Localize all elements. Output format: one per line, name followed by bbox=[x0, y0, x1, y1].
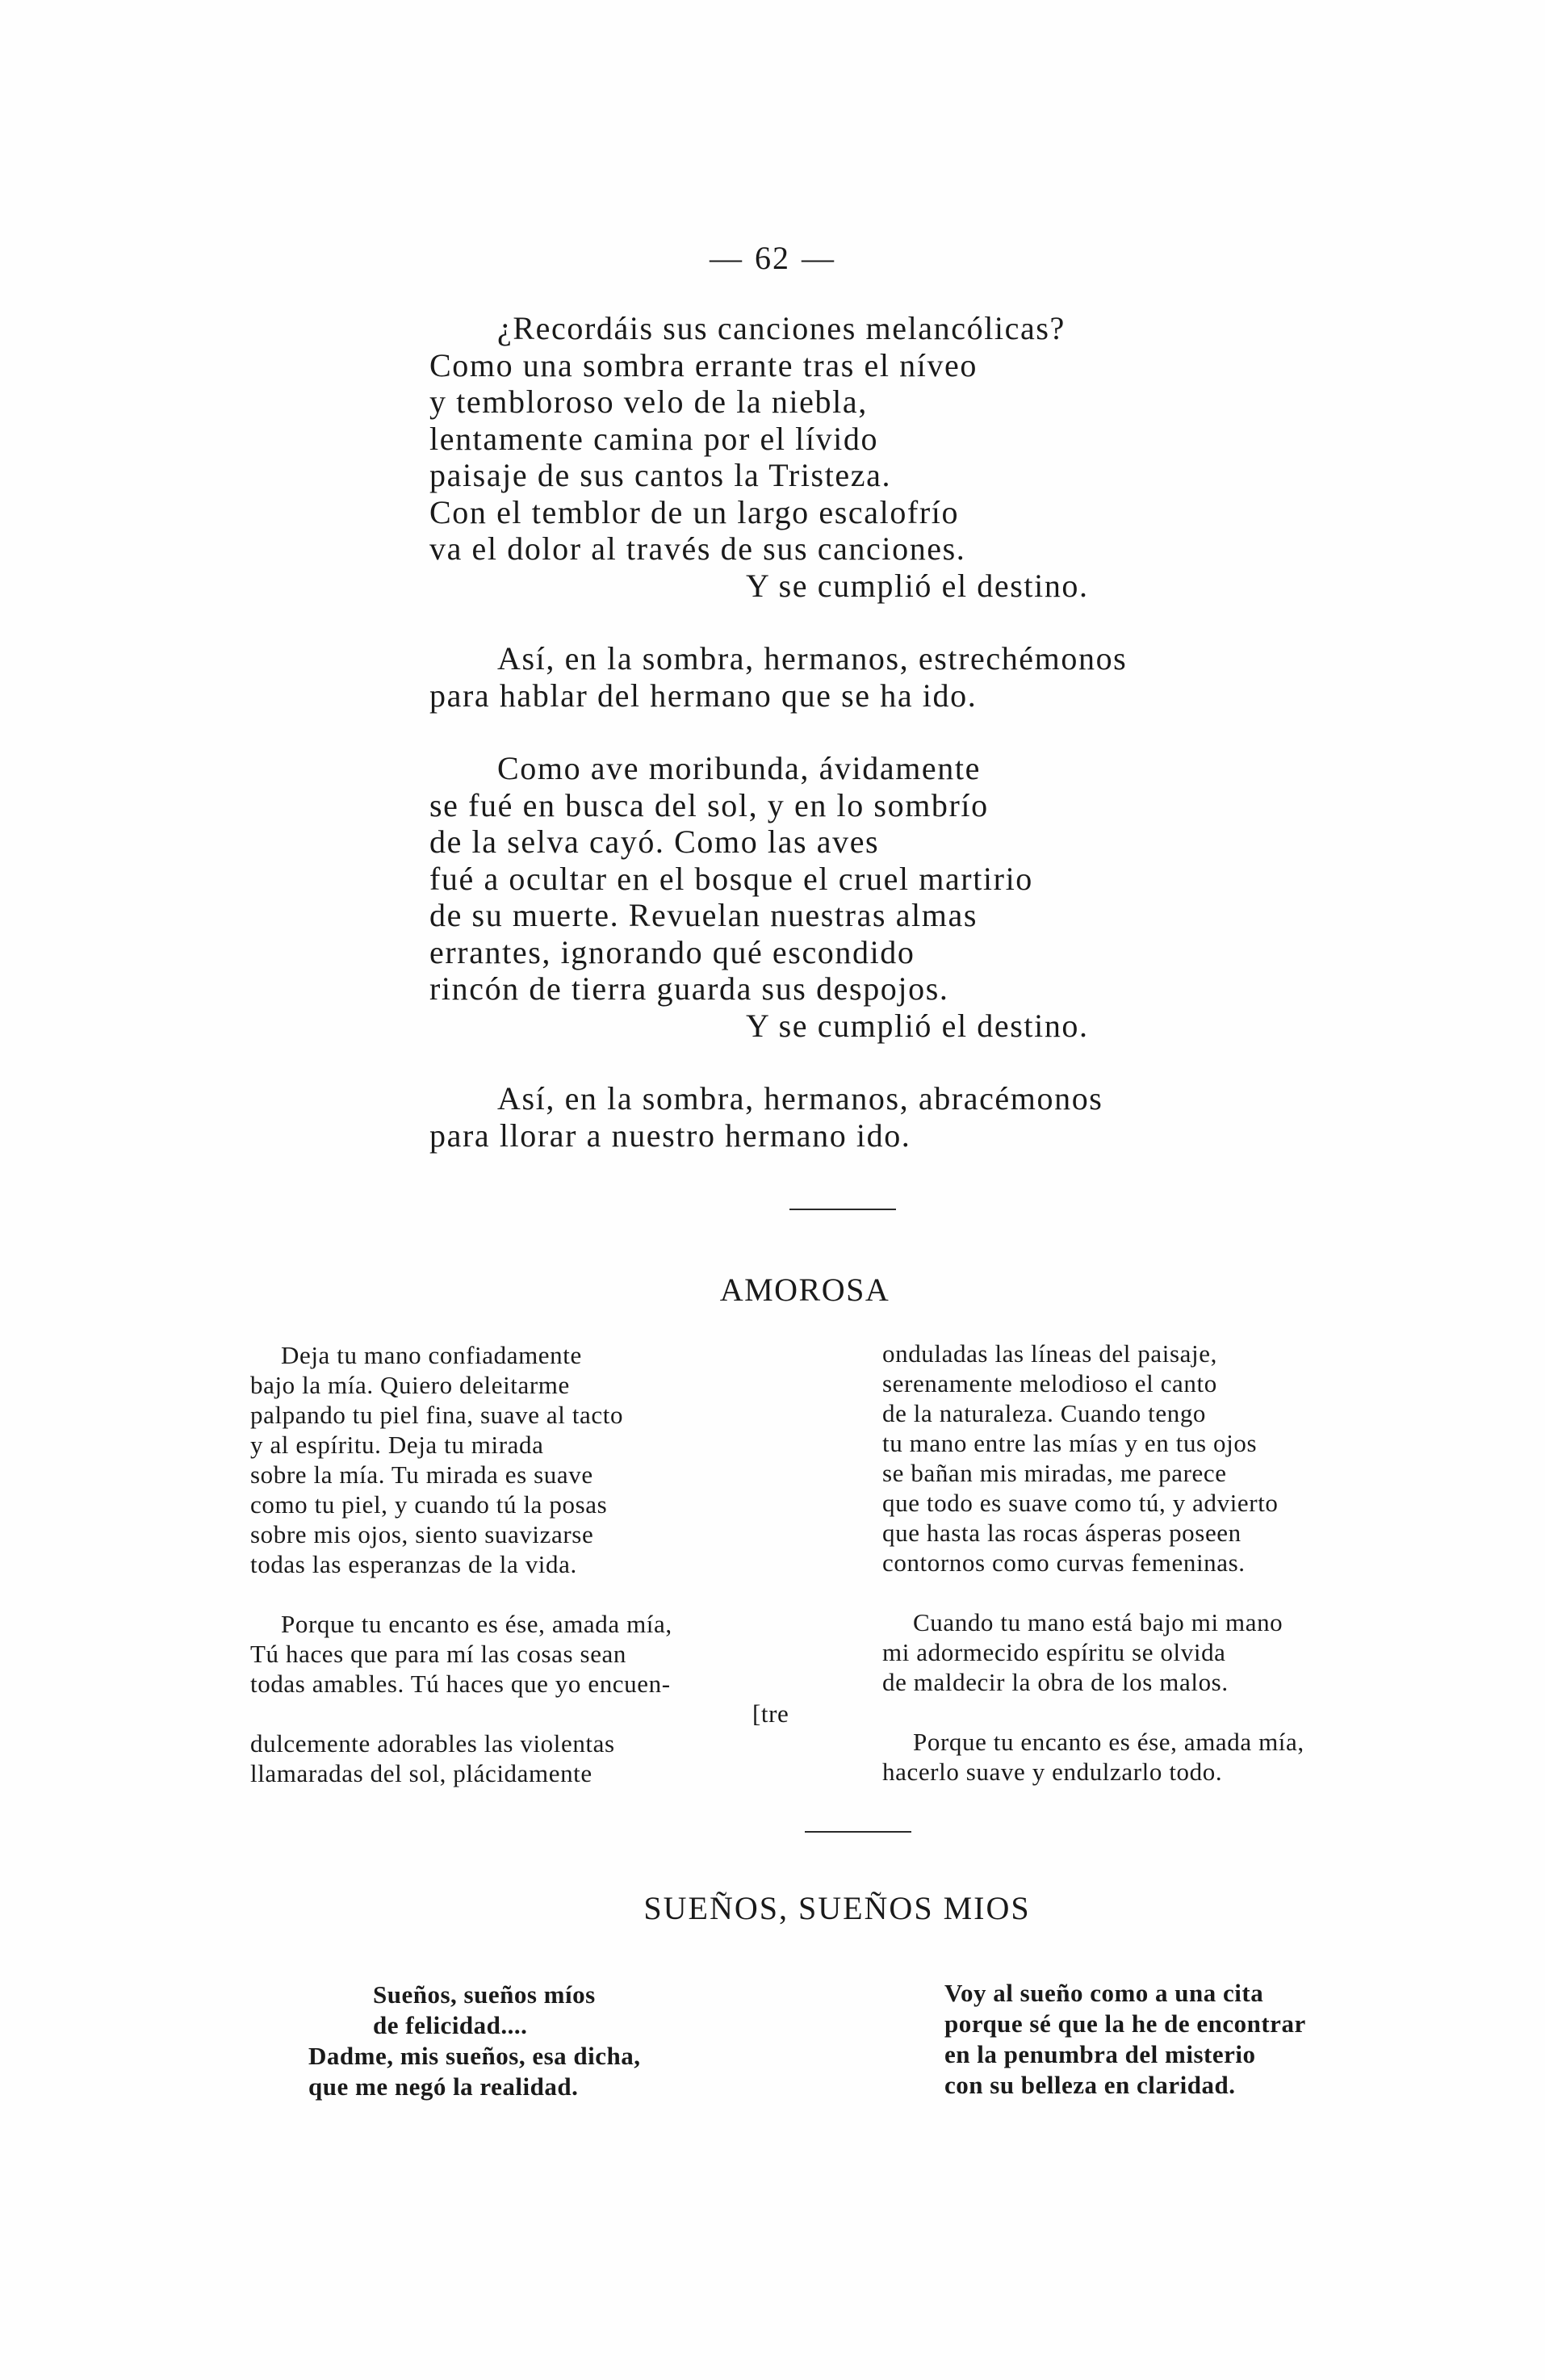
verse-line: en la penumbra del misterio bbox=[944, 2040, 1256, 2068]
verse-line: paisaje de sus cantos la Tristeza. bbox=[429, 457, 892, 493]
verse-line: Como una sombra errante tras el níveo bbox=[429, 346, 978, 383]
verse-line: Tú haces que para mí las cosas sean bbox=[250, 1640, 627, 1668]
verse-line: como tu piel, y cuando tú la posas bbox=[250, 1490, 608, 1519]
section-divider bbox=[789, 1209, 896, 1210]
page-number: — 62 — bbox=[710, 240, 835, 276]
verse-line: porque sé que la he de encontrar bbox=[944, 2009, 1306, 2038]
verse-line: ¿Recordáis sus canciones melancólicas? bbox=[497, 310, 1066, 346]
verse-line: con su belleza en claridad. bbox=[944, 2071, 1236, 2099]
page-number-value: 62 bbox=[755, 240, 790, 276]
verse-line: palpando tu piel fina, suave al tacto bbox=[250, 1401, 624, 1429]
verse-line: va el dolor al través de sus canciones. bbox=[429, 530, 966, 567]
verse-line: de la naturaleza. Cuando tengo bbox=[882, 1399, 1207, 1427]
verse-line: mi adormecido espíritu se olvida bbox=[882, 1638, 1226, 1666]
verse-line: de maldecir la obra de los malos. bbox=[882, 1668, 1229, 1696]
verse-line: rincón de tierra guarda sus despojos. bbox=[429, 970, 949, 1007]
verse-line: Porque tu encanto es ése, amada mía, bbox=[281, 1610, 672, 1638]
verse-line: para llorar a nuestro hermano ido. bbox=[429, 1117, 911, 1154]
verse-line: dulcemente adorables las violentas bbox=[250, 1729, 615, 1758]
verse-line: y tembloroso velo de la niebla, bbox=[429, 383, 868, 420]
verse-line: para hablar del hermano que se ha ido. bbox=[429, 677, 978, 714]
stanza bbox=[429, 1080, 1285, 1154]
verse-line: de la selva cayó. Como las aves bbox=[429, 823, 880, 860]
verse-line: Como ave moribunda, ávidamente bbox=[497, 750, 981, 786]
verse-line: se fué en busca del sol, y en lo sombrío bbox=[429, 786, 989, 823]
verse-line: de felicidad.... bbox=[373, 2011, 528, 2039]
verse-line: Dadme, mis sueños, esa dicha, bbox=[308, 2042, 641, 2070]
verse-line: Así, en la sombra, hermanos, abracémonos bbox=[497, 1080, 1103, 1117]
poem-title-suenos: SUEÑOS, SUEÑOS MIOS bbox=[643, 1890, 1031, 1926]
verse-line: sobre la mía. Tu mirada es suave bbox=[250, 1460, 593, 1489]
verse-line: bajo la mía. Quiero deleitarme bbox=[250, 1371, 570, 1399]
verse-line: contornos como curvas femeninas. bbox=[882, 1548, 1246, 1577]
stanza bbox=[429, 750, 1285, 1044]
verse-line: Con el temblor de un largo escalofrío bbox=[429, 493, 960, 530]
verse-line: hacerlo suave y endulzarlo todo. bbox=[882, 1758, 1223, 1786]
verse-line: fué a ocultar en el bosque el cruel martirio bbox=[429, 860, 1033, 897]
verse-line: tu mano entre las mías y en tus ojos bbox=[882, 1429, 1258, 1457]
verse-line: errantes, ignorando qué escondido bbox=[429, 933, 915, 970]
verse-line: Porque tu encanto es ése, amada mía, bbox=[913, 1728, 1304, 1756]
amorosa-right-column bbox=[882, 1339, 1447, 1787]
verse-line: se bañan mis miradas, me parece bbox=[882, 1459, 1227, 1487]
verse-line: llamaradas del sol, plácidamente bbox=[250, 1759, 592, 1787]
verse-line-continuation: [tre bbox=[752, 1699, 789, 1728]
stanza bbox=[429, 640, 1285, 714]
verse-line: Cuando tu mano está bajo mi mano bbox=[913, 1608, 1283, 1636]
suenos-left-column bbox=[308, 1980, 641, 2102]
verse-line: todas amables. Tú haces que yo encuen- bbox=[250, 1670, 671, 1698]
verse-line: que hasta las rocas ásperas poseen bbox=[882, 1519, 1241, 1547]
verse-line: onduladas las líneas del paisaje, bbox=[882, 1339, 1217, 1368]
refrain-line: Y se cumplió el destino. bbox=[746, 1007, 1089, 1044]
verse-line: Deja tu mano confiadamente bbox=[281, 1341, 582, 1369]
poem-title-amorosa: AMOROSA bbox=[719, 1272, 890, 1308]
verse-line: Voy al sueño como a una cita bbox=[944, 1979, 1264, 2007]
refrain-line: Y se cumplió el destino. bbox=[746, 567, 1089, 604]
amorosa-left-column bbox=[250, 1340, 815, 1788]
verse-line: serenamente melodioso el canto bbox=[882, 1369, 1217, 1397]
verse-line: Sueños, sueños míos bbox=[373, 1980, 596, 2009]
suenos-right-column bbox=[944, 1978, 1306, 2101]
verse-line: sobre mis ojos, siento suavizarse bbox=[250, 1520, 594, 1548]
section-divider bbox=[805, 1831, 911, 1833]
verse-line: que me negó la realidad. bbox=[308, 2072, 579, 2101]
poem-main bbox=[429, 310, 1285, 1154]
verse-line: lentamente camina por el lívido bbox=[429, 420, 879, 457]
verse-line: Así, en la sombra, hermanos, estrechémonos bbox=[497, 640, 1128, 677]
verse-line: y al espíritu. Deja tu mirada bbox=[250, 1431, 544, 1459]
verse-line: que todo es suave como tú, y advierto bbox=[882, 1489, 1279, 1517]
stanza bbox=[429, 310, 1285, 604]
verse-line: de su muerte. Revuelan nuestras almas bbox=[429, 897, 978, 933]
verse-line: todas las esperanzas de la vida. bbox=[250, 1550, 577, 1578]
